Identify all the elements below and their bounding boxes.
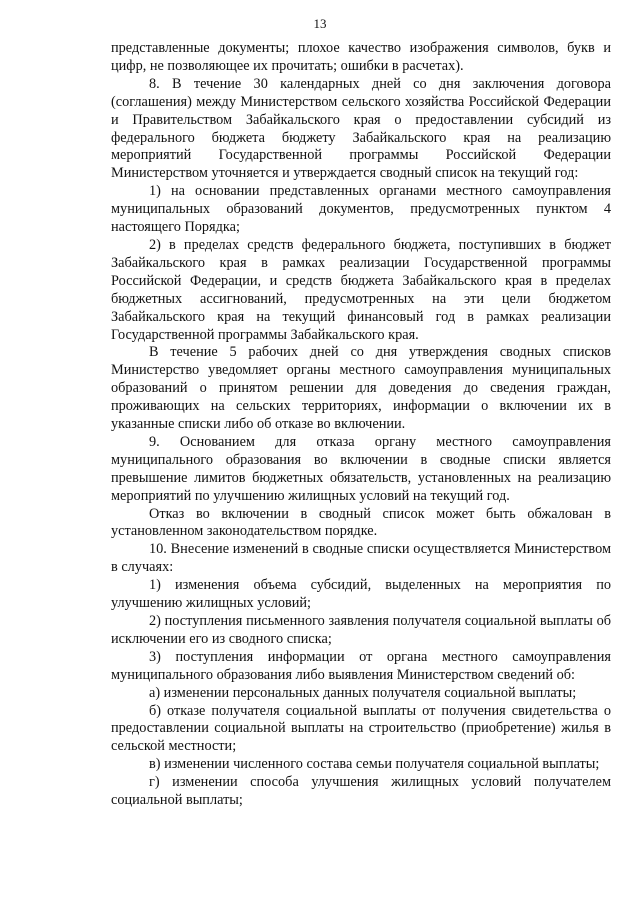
paragraph-subitem-a: а) изменении персональных данных получателя социальной выплаты;	[149, 684, 577, 701]
paragraph-subitem-g: г) изменении способа улучшения жилищных условий получателем социальной выплаты;	[111, 774, 611, 809]
paragraph-notification: В течение 5 рабочих дней со дня утверждения сводных списков Министерство уведомляет органы местного самоуправления муниципальных образований о принятом решении для доведения до сведения граждан, проживающих на сельских территориях, информации о включении их в указанные списки либо об отказе во включении.	[111, 344, 611, 433]
paragraph-subitem-10-3: 3) поступления информации от органа местного самоуправления муниципального образования либо выявления Министерством сведений об:	[111, 648, 611, 683]
paragraph-subitem-8-2: 2) в пределах средств федерального бюджета, поступивших в бюджет Забайкальского края в рамках реализации Государственной программы Российской Федерации, и средств бюджета Забайкальского края в пределах бюджетных ассигнований, предусмотренных на эти цели бюджетом Забайкальского края на текущий финансовый год в рамках реализации Государственной программы Забайкальского края.	[111, 236, 611, 343]
page-number: 13	[313, 16, 327, 31]
paragraph-item-9: 9. Основанием для отказа органу местного самоуправления муниципального образования во включении в сводные списки является превышение лимитов бюджетных обязательств, установленных на реализацию мероприятий по улучшению жилищных условий на текущий год.	[111, 433, 611, 504]
paragraph-subitem-b: б) отказе получателя социальной выплаты от получения свидетельства о предоставлении социальной выплаты на строительство (приобретение) жилья в сельской местности;	[111, 702, 611, 755]
paragraph-subitem-10-1: 1) изменения объема субсидий, выделенных на мероприятия по улучшению жилищных условий;	[111, 577, 611, 612]
paragraph-continuation: представленные документы; плохое качество изображения символов, букв и цифр, не позволяющее их прочитать; ошибки в расчетах).	[111, 40, 611, 74]
paragraph-appeal: Отказ во включении в сводный список может быть обжалован в установленном законодательством порядке.	[111, 505, 611, 540]
paragraph-subitem-10-2: 2) поступления письменного заявления получателя социальной выплаты об исключении его из сводного списка;	[111, 613, 611, 647]
document-body	[111, 40, 611, 810]
paragraph-subitem-v: в) изменении численного состава семьи получателя социальной выплаты;	[149, 756, 600, 773]
paragraph-item-8: 8. В течение 30 календарных дней со дня заключения договора (соглашения) между Министерством сельского хозяйства Российской Федерации и Правительством Забайкальского края о предоставлении субсидий из федерального бюджета бюджету Забайкальского края на реализацию мероприятий Государственной программы Российской Федерации Министерством уточняется и утверждается сводный список на текущий год:	[111, 75, 611, 182]
paragraph-item-10: 10. Внесение изменений в сводные списки осуществляется Министерством в случаях:	[111, 541, 611, 576]
paragraph-subitem-8-1: 1) на основании представленных органами местного самоуправления муниципальных образований документов, предусмотренных пунктом 4 настоящего Порядка;	[111, 183, 611, 236]
